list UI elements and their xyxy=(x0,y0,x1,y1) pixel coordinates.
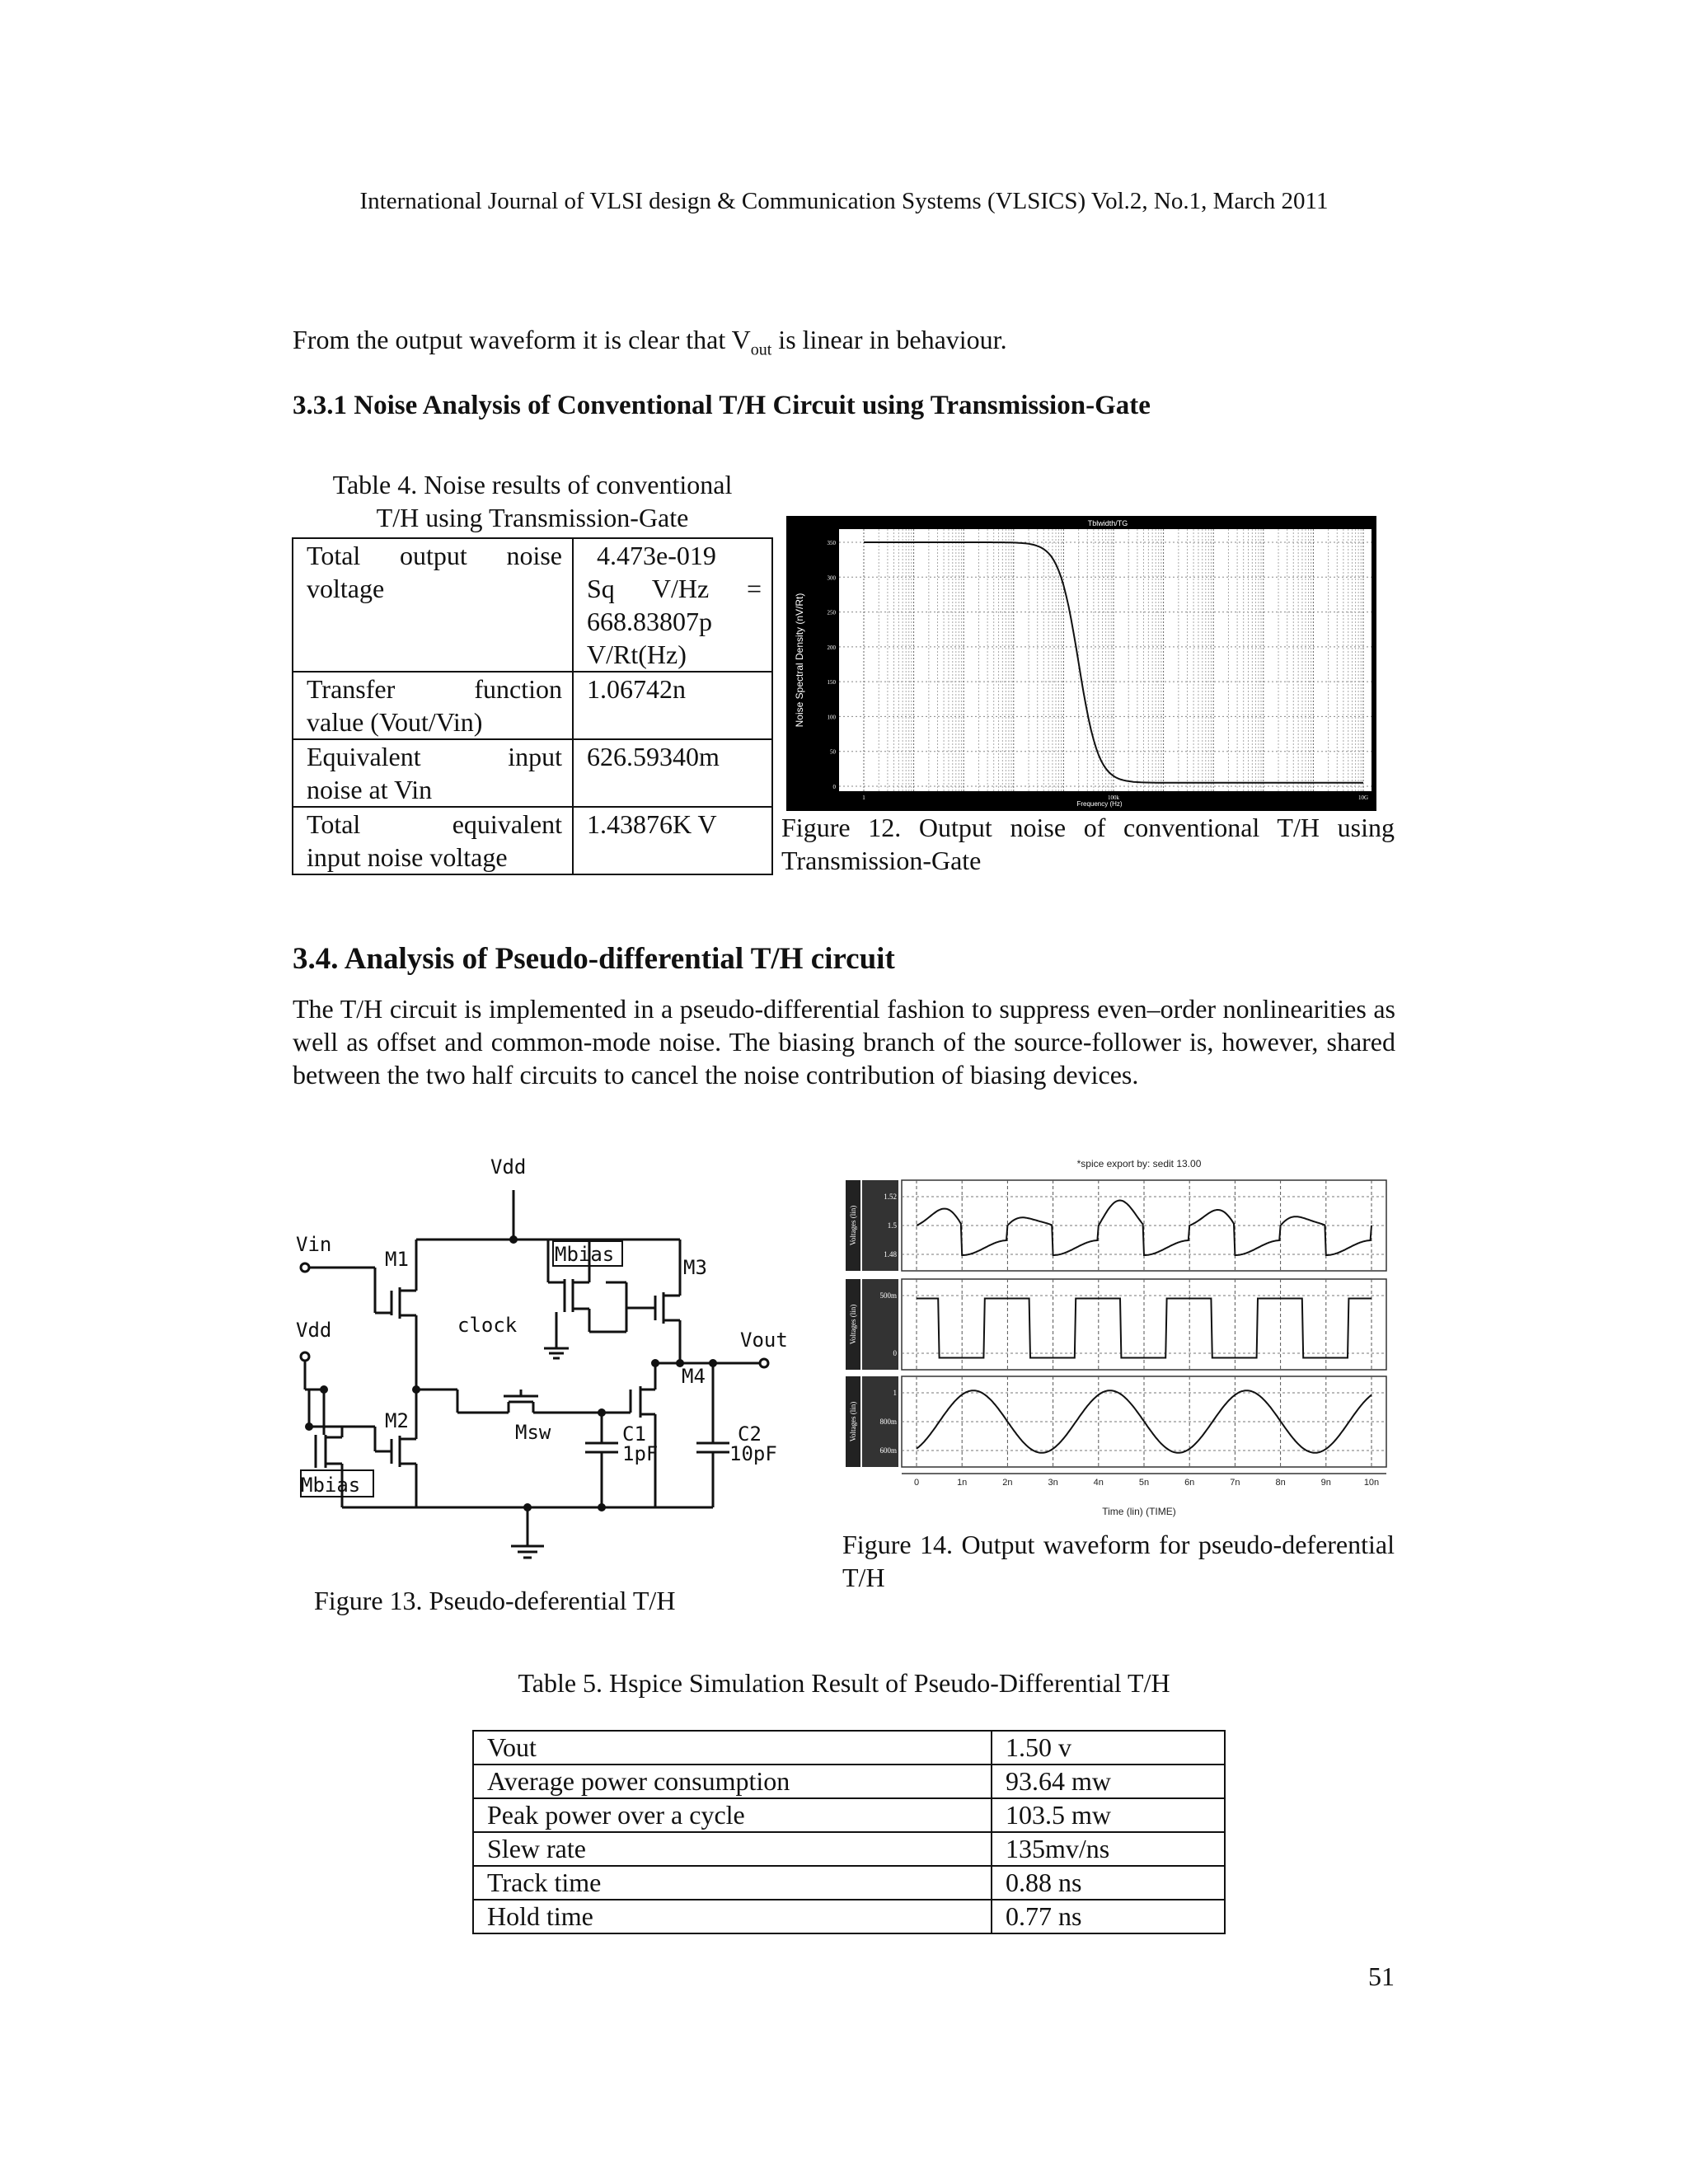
label-vdd-top: Vdd xyxy=(490,1155,527,1179)
chart-title: Tblwidth/TG xyxy=(1087,519,1128,527)
cell-line: 1.43876K V xyxy=(587,809,717,839)
circuit-labels xyxy=(296,1155,788,1497)
cell-line: value (Vout/Vin) xyxy=(307,707,483,737)
label-msw: Msw xyxy=(515,1421,551,1444)
y-axis-label: Noise Spectral Density (nV/Rt) xyxy=(794,593,805,728)
y-tick-label: 100 xyxy=(827,714,836,721)
y-tick-label: 1.52 xyxy=(884,1193,897,1201)
figure12-caption: Figure 12. Output noise of conventional T/H using Transmission-Gate xyxy=(781,813,1395,875)
x-tick-label: 1n xyxy=(957,1478,968,1488)
x-tick-label: 0 xyxy=(913,1478,920,1488)
intro-text: From the output waveform it is clear that V xyxy=(293,325,751,354)
table4 xyxy=(292,537,773,875)
y-tick-label: 0 xyxy=(893,1349,897,1357)
label-c1-value: 1pF xyxy=(622,1442,659,1465)
cell-line: noise at Vin xyxy=(307,775,433,804)
section-34-paragraph: The T/H circuit is implemented in a pseudo-differential fashion to suppress even–order nonlinearities as well as offset and common-mode noise. The biasing branch of the source-follower is, however, shared between the two half circuits to cancel the noise contribution of biasing devices. xyxy=(293,994,1395,1090)
y-tick-label: 1.48 xyxy=(884,1250,897,1258)
table-cell: Track time xyxy=(473,1866,992,1900)
y-axis-label: Voltages (lin) xyxy=(849,1304,857,1345)
y-axis-label: Voltages (lin) xyxy=(849,1401,857,1442)
x-axis-label: Time (lin) (TIME) xyxy=(1102,1506,1176,1517)
table4-caption xyxy=(292,468,773,534)
label-vdd-left: Vdd xyxy=(296,1319,332,1342)
label-c1: C1 xyxy=(622,1422,646,1446)
noise-chart xyxy=(786,516,1376,811)
label-mbias-bottom: Mbias xyxy=(301,1474,361,1497)
y-tick-label: 800m xyxy=(879,1418,897,1426)
intro-subscript: out xyxy=(750,340,772,359)
page-number: 51 xyxy=(1368,1961,1395,1991)
table-cell: Average power consumption xyxy=(473,1765,992,1798)
y-axis-label: Voltages (lin) xyxy=(849,1205,857,1246)
table-cell: 93.64 mw xyxy=(992,1765,1225,1798)
cell-line: Equivalent input xyxy=(307,742,562,771)
cell-line: Total equivalent xyxy=(307,809,562,839)
label-m2: M2 xyxy=(385,1409,409,1432)
label-vin: Vin xyxy=(296,1233,332,1256)
table-row xyxy=(473,1832,1225,1866)
label-m3: M3 xyxy=(683,1256,707,1279)
cell-line: 668.83807p xyxy=(587,607,712,636)
figure13-caption: Figure 13. Pseudo-deferential T/H xyxy=(314,1586,676,1615)
section-34-heading: 3.4. Analysis of Pseudo-differential T/H circuit xyxy=(293,942,895,976)
table-cell: 0.88 ns xyxy=(992,1866,1225,1900)
table-cell xyxy=(293,538,573,672)
table-row xyxy=(473,1765,1225,1798)
x-tick-label: 10n xyxy=(1363,1478,1380,1488)
cell-line: Total output noise xyxy=(307,541,562,570)
table-cell xyxy=(293,807,573,874)
y-tick-label: 600m xyxy=(879,1446,897,1455)
table-row xyxy=(473,1866,1225,1900)
circuit-diagram xyxy=(293,1151,820,1563)
table-row xyxy=(293,807,772,874)
x-tick-label: 8n xyxy=(1275,1478,1286,1488)
panels xyxy=(846,1180,1386,1467)
y-tick-label: 350 xyxy=(827,540,836,546)
y-tick-label: 50 xyxy=(830,748,836,756)
x-tick-label: 9n xyxy=(1320,1478,1331,1488)
cell-line: V/Rt(Hz) xyxy=(587,640,687,669)
figure14-plot xyxy=(842,1155,1395,1518)
table-row xyxy=(293,672,772,739)
table-row xyxy=(293,538,772,672)
table4-caption-line1: Table 4. Noise results of conventional xyxy=(332,470,733,499)
figure14-caption: Figure 14. Output waveform for pseudo-deferential T/H xyxy=(842,1530,1395,1592)
plot-area xyxy=(839,529,1372,791)
table-cell xyxy=(293,739,573,807)
table5 xyxy=(472,1730,1226,1934)
table-cell: 135mv/ns xyxy=(992,1832,1225,1866)
y-tick-label: 0 xyxy=(832,784,836,790)
figure12-plot xyxy=(786,516,1376,811)
label-m4: M4 xyxy=(682,1365,706,1388)
x-axis-label: Frequency (Hz) xyxy=(1076,800,1123,808)
y-tick-label: 200 xyxy=(827,644,836,651)
table-cell: 0.77 ns xyxy=(992,1900,1225,1933)
cell-line: 1.06742n xyxy=(587,674,686,704)
cell-line: Transfer function xyxy=(307,674,562,704)
table4-caption-line2: T/H using Transmission-Gate xyxy=(376,503,689,532)
running-header: International Journal of VLSI design & Communication Systems (VLSICS) Vol.2, No.1, March 2011 xyxy=(359,188,1329,214)
y-tick-label: 500m xyxy=(879,1291,897,1300)
label-mbias-top: Mbias xyxy=(555,1243,615,1266)
x-tick-label: 2n xyxy=(1002,1478,1013,1488)
table-cell: Vout xyxy=(473,1731,992,1765)
y-tick-label: 150 xyxy=(827,679,836,687)
y-tick-label: 250 xyxy=(827,609,836,616)
x-tick-label: 4n xyxy=(1093,1478,1104,1488)
cell-line: input noise voltage xyxy=(307,842,508,872)
table-cell: Hold time xyxy=(473,1900,992,1933)
cell-line: voltage xyxy=(307,574,385,603)
x-tick-label: 10G xyxy=(1357,794,1369,801)
y-tick-label: 1 xyxy=(893,1389,897,1397)
x-tick-label: 7n xyxy=(1230,1478,1240,1488)
cell-line: 626.59340m xyxy=(587,742,720,771)
cell-line: Sq V/Hz = xyxy=(587,574,762,603)
table5-caption: Table 5. Hspice Simulation Result of Pseudo-Differential T/H xyxy=(518,1668,1170,1698)
table-row xyxy=(473,1731,1225,1765)
table-cell xyxy=(573,807,772,874)
y-tick-label: 300 xyxy=(827,574,836,582)
label-c2: C2 xyxy=(738,1422,762,1446)
table-cell: 1.50 v xyxy=(992,1731,1225,1765)
x-tick-label: 5n xyxy=(1138,1478,1150,1488)
table-cell xyxy=(573,538,772,672)
x-tick-label: 6n xyxy=(1184,1478,1195,1488)
waveform-chart xyxy=(842,1155,1395,1518)
table-cell: Peak power over a cycle xyxy=(473,1798,992,1832)
intro-text-end: is linear in behaviour. xyxy=(771,325,1007,354)
y-tick-label: 1.5 xyxy=(887,1221,897,1230)
chart-title: *spice export by: sedit 13.00 xyxy=(1076,1158,1202,1169)
table-cell xyxy=(573,672,772,739)
table-row xyxy=(473,1798,1225,1832)
table-cell xyxy=(573,739,772,807)
label-vout: Vout xyxy=(740,1329,788,1352)
table-cell xyxy=(293,672,573,739)
table-row xyxy=(293,739,772,807)
cell-line: 4.473e-019 xyxy=(597,541,716,570)
label-m1: M1 xyxy=(385,1248,409,1271)
table-cell: Slew rate xyxy=(473,1832,992,1866)
section-331-heading: 3.3.1 Noise Analysis of Conventional T/H Circuit using Transmission-Gate xyxy=(293,391,1151,420)
x-ticks xyxy=(902,1474,1386,1488)
x-tick-label: 3n xyxy=(1048,1478,1058,1488)
label-clock: clock xyxy=(457,1314,518,1337)
x-tick-label: 100k xyxy=(1108,794,1119,801)
x-tick-label: 1 xyxy=(862,794,865,801)
table-row xyxy=(473,1900,1225,1933)
label-c2-value: 10pF xyxy=(729,1442,777,1465)
figure13-schematic xyxy=(293,1151,820,1563)
intro-sentence xyxy=(293,323,1395,366)
table-cell: 103.5 mw xyxy=(992,1798,1225,1832)
